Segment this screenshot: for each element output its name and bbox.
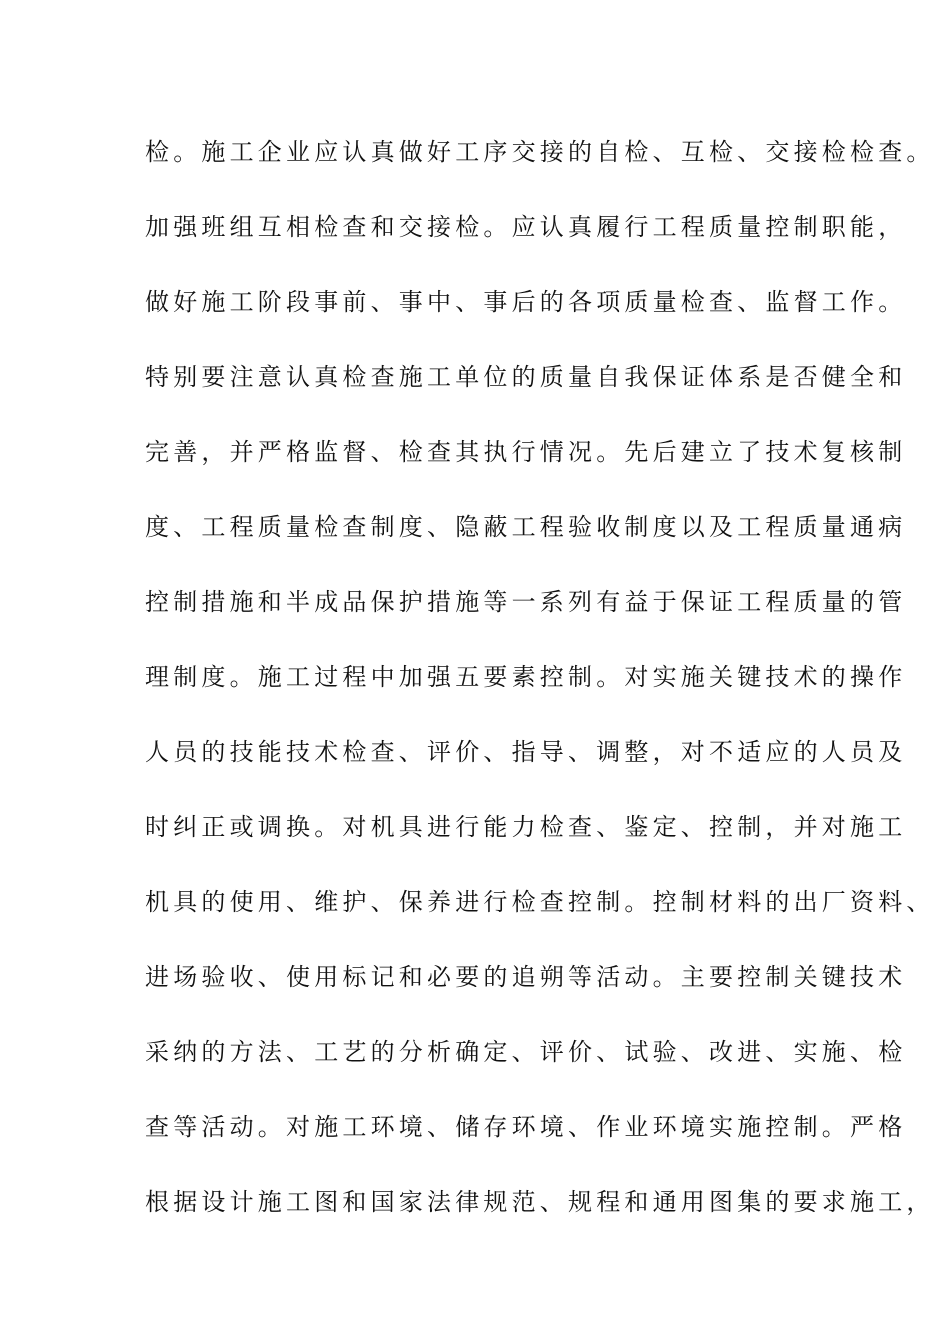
text-line: 做好施工阶段事前、事中、事后的各项质量检查、监督工作。	[145, 288, 907, 316]
text-line: 完善，并严格监督、检查其执行情况。先后建立了技术复核制	[145, 438, 907, 466]
text-line: 度、工程质量检查制度、隐蔽工程验收制度以及工程质量通病	[145, 513, 907, 541]
text-line: 查等活动。对施工环境、储存环境、作业环境实施控制。严格	[145, 1113, 907, 1141]
text-line: 机具的使用、维护、保养进行检查控制。控制材料的出厂资料、	[145, 888, 935, 916]
text-line: 采纳的方法、工艺的分析确定、评价、试验、改进、实施、检	[145, 1038, 907, 1066]
text-line: 检。施工企业应认真做好工序交接的自检、互检、交接检检查。	[145, 138, 935, 166]
text-line: 人员的技能技术检查、评价、指导、调整，对不适应的人员及	[145, 738, 907, 766]
text-line: 进场验收、使用标记和必要的追朔等活动。主要控制关键技术	[145, 963, 907, 991]
text-line: 根据设计施工图和国家法律规范、规程和通用图集的要求施工，	[145, 1188, 935, 1216]
text-line: 控制措施和半成品保护措施等一系列有益于保证工程质量的管	[145, 588, 907, 616]
text-line: 加强班组互相检查和交接检。应认真履行工程质量控制职能，	[145, 213, 907, 241]
text-line: 特别要注意认真检查施工单位的质量自我保证体系是否健全和	[145, 363, 907, 391]
text-line: 理制度。施工过程中加强五要素控制。对实施关键技术的操作	[145, 663, 907, 691]
body-text	[145, 133, 935, 1258]
text-line: 时纠正或调换。对机具进行能力检查、鉴定、控制，并对施工	[145, 813, 907, 841]
